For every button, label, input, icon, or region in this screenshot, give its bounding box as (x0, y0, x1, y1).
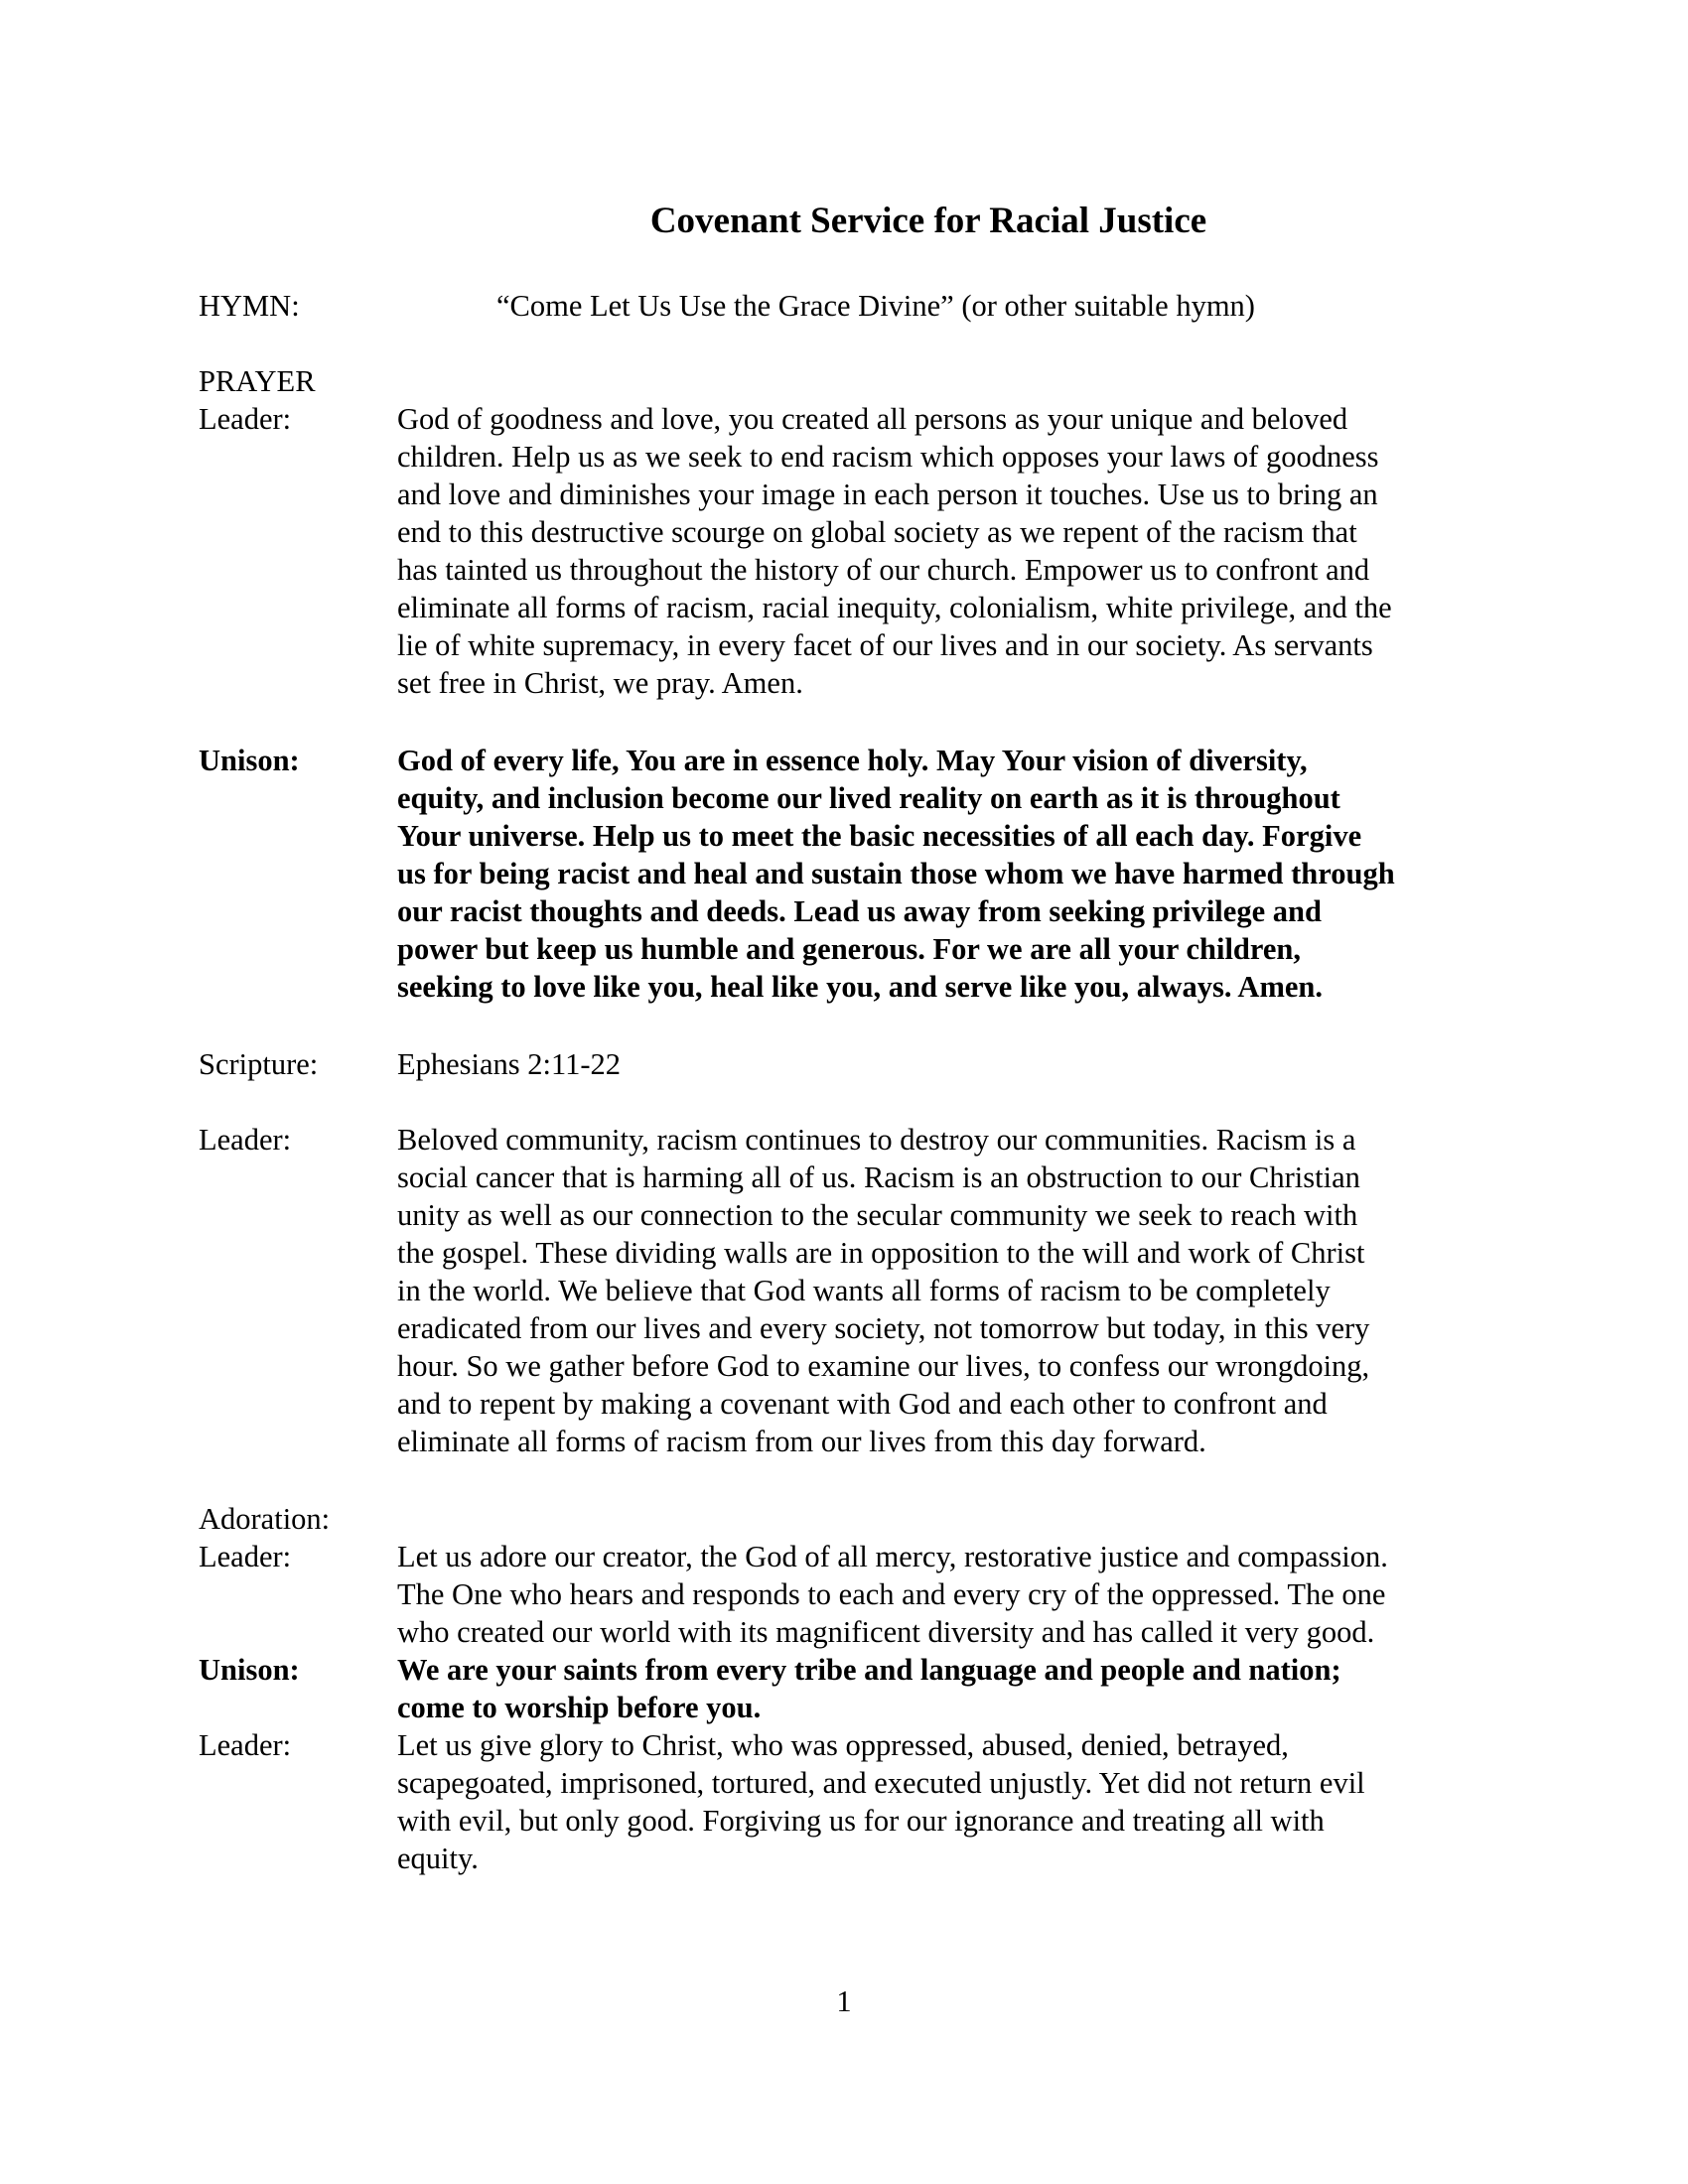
adoration-unison-text (397, 1651, 1341, 1726)
adoration-leader-label: Leader: (199, 1540, 292, 1573)
text-line: has tainted us throughout the history of our church. Empower us to confront and (397, 553, 1370, 587)
adoration-leader2-label: Leader: (199, 1728, 292, 1762)
scripture-text: Ephesians 2:11-22 (397, 1047, 622, 1081)
adoration-leader-text (397, 1538, 1388, 1651)
leader-label: Leader: (199, 1123, 292, 1157)
adoration-leader2-text (397, 1726, 1365, 1877)
prayer-heading: PRAYER (199, 364, 316, 398)
prayer-leader-label: Leader: (199, 402, 292, 436)
leader-text (397, 1121, 1369, 1460)
text-line: Beloved community, racism continues to destroy our communities. Racism is a (397, 1123, 1356, 1157)
document-title: Covenant Service for Racial Justice (649, 201, 1207, 241)
prayer-unison-label: Unison: (199, 744, 300, 777)
text-line: eradicated from our lives and every society, not tomorrow but today, in this very (397, 1311, 1370, 1345)
text-line: Let us adore our creator, the God of all mercy, restorative justice and compassion. (397, 1540, 1388, 1573)
text-line: social cancer that is harming all of us. Racism is an obstruction to our Christian (397, 1160, 1360, 1194)
scripture-label: Scripture: (199, 1047, 319, 1081)
hymn-text: “Come Let Us Use the Grace Divine” (or other suitable hymn) (496, 289, 1255, 323)
text-line: God of every life, You are in essence holy. May Your vision of diversity, (397, 744, 1308, 777)
adoration-heading: Adoration: (199, 1502, 331, 1536)
text-line: equity, and inclusion become our lived reality on earth as it is throughout (397, 781, 1340, 815)
text-line: end to this destructive scourge on global society as we repent of the racism that (397, 515, 1357, 549)
text-line: The One who hears and responds to each and every cry of the oppressed. The one (397, 1577, 1386, 1611)
text-line: with evil, but only good. Forgiving us for our ignorance and treating all with (397, 1804, 1325, 1838)
text-line: Let us give glory to Christ, who was oppressed, abused, denied, betrayed, (397, 1728, 1289, 1762)
text-line: hour. So we gather before God to examine our lives, to confess our wrongdoing, (397, 1349, 1370, 1383)
text-line: in the world. We believe that God wants all forms of racism to be completely (397, 1274, 1331, 1307)
text-line: lie of white supremacy, in every facet of our lives and in our society. As servants (397, 628, 1373, 662)
text-line: and love and diminishes your image in each person it touches. Use us to bring an (397, 478, 1378, 511)
hymn-label: HYMN: (199, 289, 300, 323)
text-line: come to worship before you. (397, 1691, 762, 1724)
text-line: seeking to love like you, heal like you, and serve like you, always. Amen. (397, 970, 1323, 1004)
prayer-unison-text (397, 742, 1395, 1006)
text-line: set free in Christ, we pray. Amen. (397, 666, 803, 700)
text-line: power but keep us humble and generous. For we are all your children, (397, 932, 1302, 966)
text-line: children. Help us as we seek to end racism which opposes your laws of goodness (397, 440, 1379, 474)
adoration-unison-label: Unison: (199, 1653, 300, 1687)
text-line: the gospel. These dividing walls are in opposition to the will and work of Christ (397, 1236, 1365, 1270)
text-line: scapegoated, imprisoned, tortured, and executed unjustly. Yet did not return evil (397, 1766, 1365, 1800)
text-line: We are your saints from every tribe and language and people and nation; (397, 1653, 1341, 1687)
page-number: 1 (836, 1984, 852, 2018)
text-line: who created our world with its magnificent diversity and has called it very good. (397, 1615, 1375, 1649)
text-line: us for being racist and heal and sustain those whom we have harmed through (397, 857, 1395, 890)
text-line: Your universe. Help us to meet the basic necessities of all each day. Forgive (397, 819, 1362, 853)
text-line: and to repent by making a covenant with God and each other to confront and (397, 1387, 1328, 1421)
text-line: eliminate all forms of racism from our lives from this day forward. (397, 1425, 1206, 1458)
text-line: unity as well as our connection to the secular community we seek to reach with (397, 1198, 1358, 1232)
text-line: eliminate all forms of racism, racial inequity, colonialism, white privilege, and the (397, 591, 1392, 624)
text-line: our racist thoughts and deeds. Lead us away from seeking privilege and (397, 894, 1322, 928)
text-line: equity. (397, 1842, 479, 1875)
text-line: God of goodness and love, you created all persons as your unique and beloved (397, 402, 1348, 436)
prayer-leader-text (397, 400, 1392, 702)
